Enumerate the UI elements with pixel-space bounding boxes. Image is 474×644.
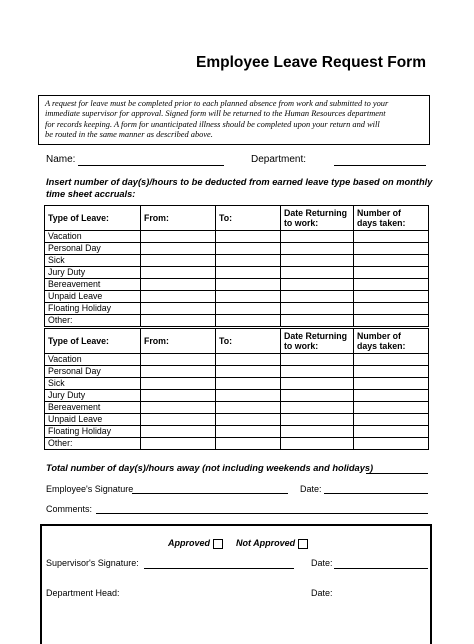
to-cell[interactable] <box>216 279 281 291</box>
days-taken-cell[interactable] <box>354 366 429 378</box>
leave-type-cell: Jury Duty <box>45 267 141 279</box>
from-cell[interactable] <box>141 291 216 303</box>
accrual-instructions: Insert number of day(s)/hours to be deducted from earned leave type based on monthly time sheet accruals: <box>46 177 433 199</box>
leave-type-cell: Vacation <box>45 231 141 243</box>
date-returning-cell[interactable] <box>281 291 354 303</box>
date-returning-cell[interactable] <box>281 315 354 327</box>
name-label: Name: <box>46 154 76 165</box>
to-cell[interactable] <box>216 390 281 402</box>
days-taken-cell[interactable] <box>354 402 429 414</box>
leave-type-cell: Floating Holiday <box>45 303 141 315</box>
to-cell[interactable] <box>216 438 281 450</box>
table-row <box>45 243 429 255</box>
days-taken-cell[interactable] <box>354 426 429 438</box>
to-cell[interactable] <box>216 366 281 378</box>
comments-label: Comments: <box>46 504 93 514</box>
to-cell[interactable] <box>216 291 281 303</box>
not-approved-checkbox[interactable] <box>298 539 308 549</box>
table-row <box>45 426 429 438</box>
leave-type-cell: Jury Duty <box>45 390 141 402</box>
to-cell[interactable] <box>216 426 281 438</box>
employee-signature-field[interactable] <box>132 493 288 494</box>
days-taken-cell[interactable] <box>354 315 429 327</box>
leave-type-cell: Sick <box>45 255 141 267</box>
approved-label: Approved <box>168 538 211 548</box>
leave-type-cell: Personal Day <box>45 243 141 255</box>
table-row <box>45 291 429 303</box>
to-cell[interactable] <box>216 354 281 366</box>
from-cell[interactable] <box>141 438 216 450</box>
to-cell[interactable] <box>216 267 281 279</box>
to-cell[interactable] <box>216 402 281 414</box>
table-row <box>45 231 429 243</box>
leave-policy-notice: A request for leave must be completed prior to each planned absence from work and submitted to your immediate supervisor for approval. Signed form will be returned to the Human Resources department for records keeping. A form for unanticipated illness should be completed upon your return and will be routed in the same manner as described above. <box>38 95 430 145</box>
leave-type-cell: Vacation <box>45 354 141 366</box>
total-days-field[interactable] <box>366 473 428 474</box>
date-returning-cell[interactable] <box>281 390 354 402</box>
date-returning-cell[interactable] <box>281 243 354 255</box>
days-taken-cell[interactable] <box>354 354 429 366</box>
department-field[interactable] <box>334 165 426 166</box>
header-type-of-leave: Type of Leave: <box>45 329 141 354</box>
from-cell[interactable] <box>141 303 216 315</box>
leave-type-cell: Unpaid Leave <box>45 291 141 303</box>
leave-type-cell: Other: <box>45 315 141 327</box>
days-taken-cell[interactable] <box>354 243 429 255</box>
from-cell[interactable] <box>141 267 216 279</box>
to-cell[interactable] <box>216 315 281 327</box>
date-returning-cell[interactable] <box>281 303 354 315</box>
date-returning-cell[interactable] <box>281 366 354 378</box>
leave-type-cell: Personal Day <box>45 366 141 378</box>
table-row <box>45 303 429 315</box>
table-row <box>45 378 429 390</box>
leave-type-cell: Sick <box>45 378 141 390</box>
days-taken-cell[interactable] <box>354 414 429 426</box>
days-taken-cell[interactable] <box>354 438 429 450</box>
from-cell[interactable] <box>141 402 216 414</box>
department-label: Department: <box>251 154 307 165</box>
leave-type-cell: Bereavement <box>45 279 141 291</box>
supervisor-date-label: Date: <box>311 558 333 568</box>
employee-date-label: Date: <box>300 484 322 494</box>
date-returning-cell[interactable] <box>281 279 354 291</box>
date-returning-cell[interactable] <box>281 267 354 279</box>
table-row <box>45 438 429 450</box>
date-returning-cell[interactable] <box>281 438 354 450</box>
from-cell[interactable] <box>141 231 216 243</box>
date-returning-cell[interactable] <box>281 354 354 366</box>
employee-date-field[interactable] <box>324 493 428 494</box>
supervisor-signature-label: Supervisor's Signature: <box>46 558 139 568</box>
leave-type-cell: Other: <box>45 438 141 450</box>
not-approved-label: Not Approved <box>236 538 296 548</box>
leave-type-cell: Floating Holiday <box>45 426 141 438</box>
table-row <box>45 255 429 267</box>
table-row <box>45 414 429 426</box>
from-cell[interactable] <box>141 426 216 438</box>
to-cell[interactable] <box>216 243 281 255</box>
department-head-date-label: Date: <box>311 588 333 598</box>
from-cell[interactable] <box>141 243 216 255</box>
header-days-taken: Number of days taken: <box>354 329 429 354</box>
date-returning-cell[interactable] <box>281 414 354 426</box>
to-cell[interactable] <box>216 303 281 315</box>
from-cell[interactable] <box>141 366 216 378</box>
header-type-of-leave: Type of Leave: <box>45 206 141 231</box>
to-cell[interactable] <box>216 378 281 390</box>
from-cell[interactable] <box>141 414 216 426</box>
header-from: From: <box>141 206 216 231</box>
header-days-taken: Number of days taken: <box>354 206 429 231</box>
leave-table-1 <box>44 205 429 327</box>
days-taken-cell[interactable] <box>354 267 429 279</box>
date-returning-cell[interactable] <box>281 255 354 267</box>
to-cell[interactable] <box>216 414 281 426</box>
date-returning-cell[interactable] <box>281 378 354 390</box>
from-cell[interactable] <box>141 279 216 291</box>
header-date-returning: Date Returning to work: <box>281 329 354 354</box>
date-returning-cell[interactable] <box>281 402 354 414</box>
to-cell[interactable] <box>216 255 281 267</box>
department-head-label: Department Head: <box>46 588 120 598</box>
table-row <box>45 354 429 366</box>
table-row <box>45 390 429 402</box>
table-row <box>45 366 429 378</box>
from-cell[interactable] <box>141 255 216 267</box>
date-returning-cell[interactable] <box>281 231 354 243</box>
supervisor-signature-field[interactable] <box>144 568 294 569</box>
table-row <box>45 315 429 327</box>
approved-checkbox[interactable] <box>213 539 223 549</box>
table-row <box>45 279 429 291</box>
leave-type-cell: Unpaid Leave <box>45 414 141 426</box>
leave-type-cell: Bereavement <box>45 402 141 414</box>
to-cell[interactable] <box>216 231 281 243</box>
days-taken-cell[interactable] <box>354 291 429 303</box>
table-row <box>45 267 429 279</box>
from-cell[interactable] <box>141 378 216 390</box>
header-date-returning: Date Returning to work: <box>281 206 354 231</box>
from-cell[interactable] <box>141 354 216 366</box>
from-cell[interactable] <box>141 390 216 402</box>
total-days-label: Total number of day(s)/hours away (not including weekends and holidays) <box>46 463 374 473</box>
approved-option <box>168 538 223 549</box>
date-returning-cell[interactable] <box>281 426 354 438</box>
days-taken-cell[interactable] <box>354 279 429 291</box>
days-taken-cell[interactable] <box>354 390 429 402</box>
table-row <box>45 402 429 414</box>
employee-signature-label: Employee's Signature <box>46 484 134 494</box>
days-taken-cell[interactable] <box>354 231 429 243</box>
name-field[interactable] <box>78 165 224 166</box>
from-cell[interactable] <box>141 315 216 327</box>
header-to: To: <box>216 206 281 231</box>
header-from: From: <box>141 329 216 354</box>
comments-field[interactable] <box>96 513 428 514</box>
supervisor-date-field[interactable] <box>334 568 428 569</box>
days-taken-cell[interactable] <box>354 303 429 315</box>
header-to: To: <box>216 329 281 354</box>
leave-table-2 <box>44 328 429 450</box>
days-taken-cell[interactable] <box>354 378 429 390</box>
not-approved-option <box>236 538 308 549</box>
days-taken-cell[interactable] <box>354 255 429 267</box>
